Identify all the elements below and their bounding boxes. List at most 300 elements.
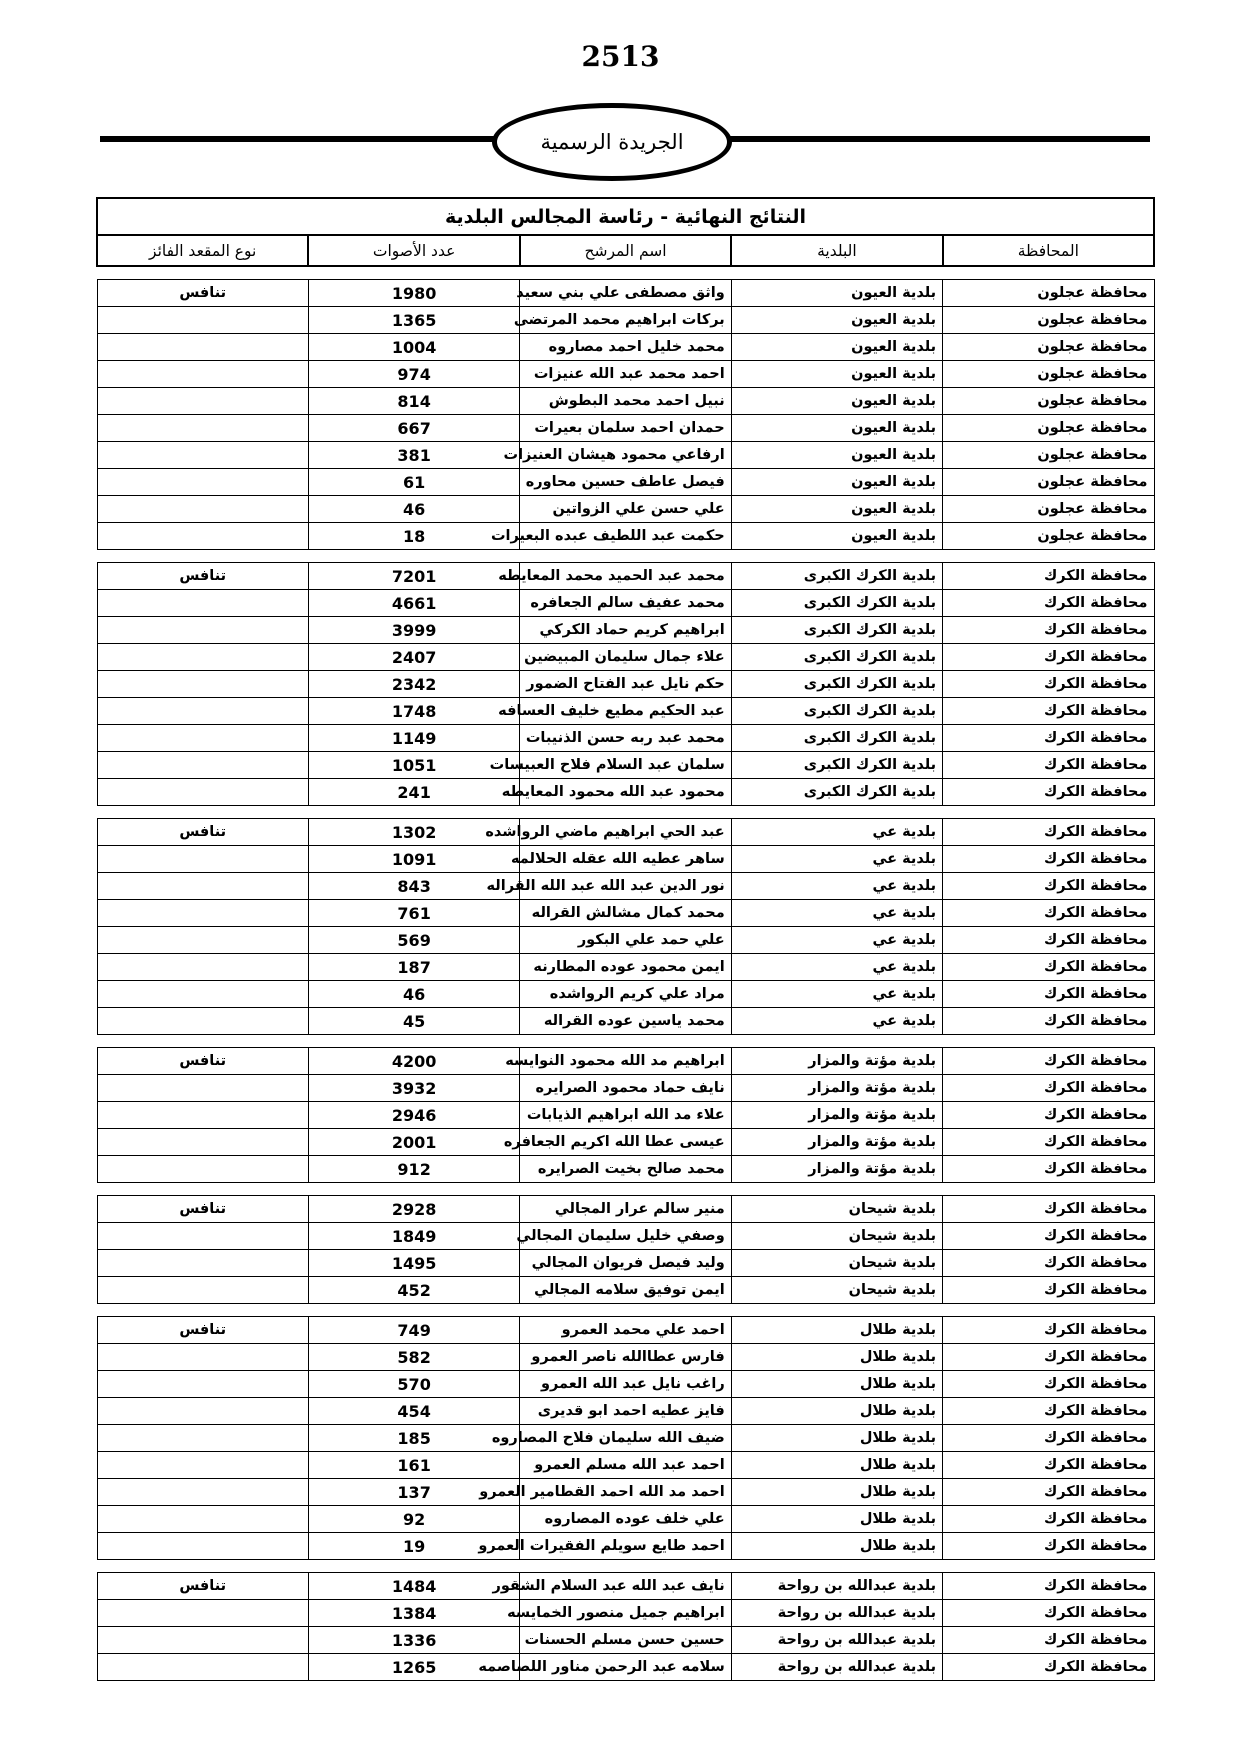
cell-seat-type: تنافس <box>97 1573 308 1600</box>
cell-governorate: محافظة عجلون <box>943 280 1154 307</box>
cell-votes: 1265 <box>308 1654 519 1681</box>
cell-candidate: ابراهيم كريم حماد الكركي <box>520 617 731 644</box>
cell-municipality: بلدية مؤتة والمزار <box>731 1129 942 1156</box>
group-separator <box>97 1304 1154 1317</box>
cell-municipality: بلدية شيحان <box>731 1196 942 1223</box>
cell-municipality: بلدية العيون <box>731 334 942 361</box>
cell-governorate: محافظة الكرك <box>943 1533 1154 1560</box>
cell-votes: 3932 <box>308 1075 519 1102</box>
cell-municipality: بلدية العيون <box>731 496 942 523</box>
cell-seat-type <box>97 496 308 523</box>
cell-governorate: محافظة الكرك <box>943 819 1154 846</box>
cell-votes: 45 <box>308 1008 519 1035</box>
table-title-row <box>97 198 1154 235</box>
cell-seat-type <box>97 442 308 469</box>
table-row <box>97 644 1154 671</box>
table-row <box>97 1129 1154 1156</box>
cell-candidate: احمد عبد الله مسلم العمرو <box>520 1452 731 1479</box>
cell-seat-type <box>97 1008 308 1035</box>
cell-governorate: محافظة الكرك <box>943 1008 1154 1035</box>
cell-candidate: عيسى عطا الله اكريم الجعافره <box>520 1129 731 1156</box>
cell-candidate: محمد خليل احمد مصاروه <box>520 334 731 361</box>
table-row <box>97 1600 1154 1627</box>
cell-seat-type <box>97 900 308 927</box>
cell-municipality: بلدية طلال <box>731 1425 942 1452</box>
cell-seat-type <box>97 415 308 442</box>
cell-municipality: بلدية الكرك الكبرى <box>731 590 942 617</box>
cell-governorate: محافظة الكرك <box>943 1277 1154 1304</box>
cell-municipality: بلدية العيون <box>731 469 942 496</box>
cell-governorate: محافظة الكرك <box>943 981 1154 1008</box>
cell-governorate: محافظة الكرك <box>943 671 1154 698</box>
cell-votes: 381 <box>308 442 519 469</box>
header-votes: عدد الأصوات <box>308 235 519 266</box>
cell-governorate: محافظة عجلون <box>943 307 1154 334</box>
cell-governorate: محافظة الكرك <box>943 563 1154 590</box>
cell-votes: 1495 <box>308 1250 519 1277</box>
group-separator <box>97 1183 1154 1196</box>
cell-governorate: محافظة الكرك <box>943 1075 1154 1102</box>
cell-seat-type <box>97 1371 308 1398</box>
cell-municipality: بلدية عي <box>731 873 942 900</box>
cell-governorate: محافظة عجلون <box>943 388 1154 415</box>
cell-municipality: بلدية مؤتة والمزار <box>731 1156 942 1183</box>
cell-votes: 2001 <box>308 1129 519 1156</box>
cell-votes: 749 <box>308 1317 519 1344</box>
cell-municipality: بلدية العيون <box>731 442 942 469</box>
group-separator <box>97 806 1154 819</box>
cell-seat-type: تنافس <box>97 563 308 590</box>
cell-seat-type <box>97 1600 308 1627</box>
cell-governorate: محافظة الكرك <box>943 1102 1154 1129</box>
cell-municipality: بلدية عي <box>731 846 942 873</box>
table-row <box>97 496 1154 523</box>
cell-municipality: بلدية عبدالله بن رواحة <box>731 1627 942 1654</box>
cell-votes: 46 <box>308 981 519 1008</box>
cell-votes: 241 <box>308 779 519 806</box>
table-row <box>97 698 1154 725</box>
cell-seat-type <box>97 1156 308 1183</box>
cell-governorate: محافظة عجلون <box>943 469 1154 496</box>
cell-governorate: محافظة الكرك <box>943 846 1154 873</box>
cell-municipality: بلدية طلال <box>731 1344 942 1371</box>
cell-votes: 974 <box>308 361 519 388</box>
cell-candidate: نبيل احمد محمد البطوش <box>520 388 731 415</box>
cell-votes: 2946 <box>308 1102 519 1129</box>
group-separator-cell <box>97 1560 1154 1573</box>
cell-votes: 1384 <box>308 1600 519 1627</box>
cell-seat-type <box>97 1506 308 1533</box>
header-candidate: اسم المرشح <box>520 235 731 266</box>
cell-municipality: بلدية الكرك الكبرى <box>731 617 942 644</box>
cell-votes: 1004 <box>308 334 519 361</box>
cell-municipality: بلدية طلال <box>731 1317 942 1344</box>
table-row <box>97 415 1154 442</box>
cell-candidate: واثق مصطفى علي بني سعيد <box>520 280 731 307</box>
cell-seat-type <box>97 981 308 1008</box>
cell-candidate: احمد طايع سويلم الفقيرات العمرو <box>520 1533 731 1560</box>
cell-votes: 814 <box>308 388 519 415</box>
cell-seat-type <box>97 1075 308 1102</box>
cell-municipality: بلدية الكرك الكبرى <box>731 563 942 590</box>
cell-governorate: محافظة الكرك <box>943 1048 1154 1075</box>
cell-governorate: محافظة الكرك <box>943 1250 1154 1277</box>
table-row <box>97 846 1154 873</box>
cell-candidate: ابراهيم مد الله محمود النوايسه <box>520 1048 731 1075</box>
cell-seat-type: تنافس <box>97 819 308 846</box>
cell-governorate: محافظة الكرك <box>943 1452 1154 1479</box>
cell-seat-type <box>97 1627 308 1654</box>
cell-candidate: وصفي خليل سليمان المجالي <box>520 1223 731 1250</box>
cell-seat-type <box>97 1277 308 1304</box>
cell-seat-type <box>97 334 308 361</box>
table-row <box>97 981 1154 1008</box>
cell-governorate: محافظة الكرك <box>943 779 1154 806</box>
table-row <box>97 1277 1154 1304</box>
table-row <box>97 1317 1154 1344</box>
cell-seat-type <box>97 361 308 388</box>
cell-municipality: بلدية شيحان <box>731 1223 942 1250</box>
table-row <box>97 1627 1154 1654</box>
cell-candidate: وليد فيصل فريوان المجالي <box>520 1250 731 1277</box>
cell-seat-type <box>97 671 308 698</box>
cell-seat-type: تنافس <box>97 1196 308 1223</box>
cell-candidate: منير سالم عرار المجالي <box>520 1196 731 1223</box>
cell-seat-type <box>97 523 308 550</box>
cell-votes: 2928 <box>308 1196 519 1223</box>
cell-governorate: محافظة الكرك <box>943 1654 1154 1681</box>
cell-seat-type <box>97 873 308 900</box>
cell-seat-type <box>97 617 308 644</box>
cell-votes: 667 <box>308 415 519 442</box>
cell-candidate: سلامه عبد الرحمن مناور اللصاصمه <box>520 1654 731 1681</box>
cell-candidate: محمد عفيف سالم الجعافره <box>520 590 731 617</box>
cell-municipality: بلدية عي <box>731 981 942 1008</box>
cell-candidate: بركات ابراهيم محمد المرتضى <box>520 307 731 334</box>
cell-municipality: بلدية العيون <box>731 361 942 388</box>
cell-seat-type <box>97 1223 308 1250</box>
cell-votes: 1149 <box>308 725 519 752</box>
cell-votes: 92 <box>308 1506 519 1533</box>
table-row <box>97 819 1154 846</box>
table-row <box>97 307 1154 334</box>
cell-candidate: ايمن توفيق سلامه المجالي <box>520 1277 731 1304</box>
cell-candidate: احمد علي محمد العمرو <box>520 1317 731 1344</box>
table-row <box>97 1479 1154 1506</box>
cell-votes: 2407 <box>308 644 519 671</box>
cell-seat-type: تنافس <box>97 1048 308 1075</box>
table-row <box>97 1250 1154 1277</box>
cell-votes: 1849 <box>308 1223 519 1250</box>
cell-municipality: بلدية عبدالله بن رواحة <box>731 1573 942 1600</box>
cell-candidate: حكم نايل عبد الفتاح الضمور <box>520 671 731 698</box>
cell-candidate: مراد علي كريم الرواشده <box>520 981 731 1008</box>
cell-candidate: عبد الحي ابراهيم ماضي الرواشده <box>520 819 731 846</box>
cell-votes: 1980 <box>308 280 519 307</box>
cell-municipality: بلدية العيون <box>731 307 942 334</box>
table-row <box>97 1223 1154 1250</box>
cell-votes: 454 <box>308 1398 519 1425</box>
cell-municipality: بلدية الكرك الكبرى <box>731 725 942 752</box>
table-row <box>97 388 1154 415</box>
cell-candidate: احمد مد الله احمد القطامير العمرو <box>520 1479 731 1506</box>
cell-candidate: محمد عبد الحميد محمد المعايطه <box>520 563 731 590</box>
cell-candidate: حمدان احمد سلمان بعيرات <box>520 415 731 442</box>
cell-governorate: محافظة الكرك <box>943 1627 1154 1654</box>
cell-municipality: بلدية شيحان <box>731 1277 942 1304</box>
table-row <box>97 725 1154 752</box>
cell-candidate: علي حمد علي البكور <box>520 927 731 954</box>
table-row <box>97 1156 1154 1183</box>
cell-votes: 4661 <box>308 590 519 617</box>
cell-municipality: بلدية العيون <box>731 388 942 415</box>
cell-votes: 1302 <box>308 819 519 846</box>
group-separator-cell <box>97 1035 1154 1048</box>
table-row <box>97 1425 1154 1452</box>
cell-seat-type <box>97 469 308 496</box>
cell-seat-type <box>97 954 308 981</box>
cell-candidate: ايمن محمود عوده المطارنه <box>520 954 731 981</box>
cell-candidate: علي خلف عوده المصاروه <box>520 1506 731 1533</box>
cell-votes: 1051 <box>308 752 519 779</box>
cell-votes: 18 <box>308 523 519 550</box>
table-row <box>97 1506 1154 1533</box>
cell-seat-type <box>97 644 308 671</box>
table-row <box>97 873 1154 900</box>
cell-votes: 912 <box>308 1156 519 1183</box>
group-separator <box>97 266 1154 280</box>
cell-governorate: محافظة الكرك <box>943 1196 1154 1223</box>
header-governorate: المحافظة <box>943 235 1154 266</box>
cell-votes: 452 <box>308 1277 519 1304</box>
cell-candidate: فايز عطيه احمد ابو قديرى <box>520 1398 731 1425</box>
cell-votes: 1748 <box>308 698 519 725</box>
cell-candidate: فارس عطاالله ناصر العمرو <box>520 1344 731 1371</box>
cell-candidate: علاء مد الله ابراهيم الذيابات <box>520 1102 731 1129</box>
cell-municipality: بلدية مؤتة والمزار <box>731 1048 942 1075</box>
cell-governorate: محافظة الكرك <box>943 1425 1154 1452</box>
cell-governorate: محافظة الكرك <box>943 900 1154 927</box>
gazette-emblem <box>492 103 732 181</box>
cell-candidate: سلمان عبد السلام فلاح العبيسات <box>520 752 731 779</box>
header-municipality: البلدية <box>731 235 942 266</box>
table-row <box>97 671 1154 698</box>
cell-candidate: احمد محمد عبد الله عنيزات <box>520 361 731 388</box>
table-row <box>97 1196 1154 1223</box>
cell-candidate: ابراهيم جميل منصور الخمايسه <box>520 1600 731 1627</box>
cell-seat-type: تنافس <box>97 1317 308 1344</box>
cell-governorate: محافظة الكرك <box>943 1317 1154 1344</box>
cell-candidate: محمد عبد ربه حسن الذنيبات <box>520 725 731 752</box>
cell-seat-type <box>97 1102 308 1129</box>
results-table-container <box>96 197 1155 1681</box>
cell-seat-type <box>97 1344 308 1371</box>
cell-municipality: بلدية مؤتة والمزار <box>731 1102 942 1129</box>
table-row <box>97 523 1154 550</box>
cell-governorate: محافظة الكرك <box>943 1223 1154 1250</box>
cell-candidate: علي حسن علي الزواتين <box>520 496 731 523</box>
cell-municipality: بلدية طلال <box>731 1533 942 1560</box>
cell-municipality: بلدية الكرك الكبرى <box>731 752 942 779</box>
cell-seat-type <box>97 1129 308 1156</box>
table-header-row <box>97 235 1154 266</box>
cell-municipality: بلدية الكرك الكبرى <box>731 698 942 725</box>
cell-votes: 7201 <box>308 563 519 590</box>
cell-votes: 19 <box>308 1533 519 1560</box>
cell-candidate: راغب نايل عبد الله العمرو <box>520 1371 731 1398</box>
table-row <box>97 1075 1154 1102</box>
cell-governorate: محافظة الكرك <box>943 1156 1154 1183</box>
cell-governorate: محافظة الكرك <box>943 725 1154 752</box>
cell-votes: 187 <box>308 954 519 981</box>
cell-votes: 570 <box>308 1371 519 1398</box>
cell-governorate: محافظة الكرك <box>943 873 1154 900</box>
cell-municipality: بلدية عي <box>731 900 942 927</box>
table-row <box>97 954 1154 981</box>
header-seat-type: نوع المقعد الفائز <box>97 235 308 266</box>
cell-seat-type <box>97 1479 308 1506</box>
cell-municipality: بلدية شيحان <box>731 1250 942 1277</box>
cell-municipality: بلدية عي <box>731 1008 942 1035</box>
cell-candidate: عبد الحكيم مطيع خليف العسافه <box>520 698 731 725</box>
cell-municipality: بلدية العيون <box>731 415 942 442</box>
cell-governorate: محافظة الكرك <box>943 644 1154 671</box>
table-row <box>97 1533 1154 1560</box>
page-number: 2513 <box>581 40 660 73</box>
cell-candidate: محمد صالح بخيت الصرايره <box>520 1156 731 1183</box>
cell-seat-type <box>97 1533 308 1560</box>
table-row <box>97 1371 1154 1398</box>
cell-candidate: نايف عبد الله عبد السلام الشقور <box>520 1573 731 1600</box>
group-separator-cell <box>97 1183 1154 1196</box>
cell-candidate: ارفاعي محمود هيشان العنيزات <box>520 442 731 469</box>
table-row <box>97 927 1154 954</box>
cell-seat-type <box>97 725 308 752</box>
cell-governorate: محافظة الكرك <box>943 1371 1154 1398</box>
cell-seat-type <box>97 779 308 806</box>
cell-candidate: حسين حسن مسلم الحسنات <box>520 1627 731 1654</box>
cell-seat-type <box>97 590 308 617</box>
cell-governorate: محافظة عجلون <box>943 496 1154 523</box>
cell-governorate: محافظة عجلون <box>943 523 1154 550</box>
cell-votes: 1091 <box>308 846 519 873</box>
cell-votes: 3999 <box>308 617 519 644</box>
table-row <box>97 752 1154 779</box>
cell-municipality: بلدية عي <box>731 954 942 981</box>
cell-municipality: بلدية طلال <box>731 1479 942 1506</box>
cell-seat-type <box>97 752 308 779</box>
cell-municipality: بلدية طلال <box>731 1398 942 1425</box>
group-separator-cell <box>97 806 1154 819</box>
cell-votes: 761 <box>308 900 519 927</box>
cell-seat-type <box>97 927 308 954</box>
cell-governorate: محافظة الكرك <box>943 1506 1154 1533</box>
cell-candidate: محمود عبد الله محمود المعايطه <box>520 779 731 806</box>
cell-governorate: محافظة الكرك <box>943 1479 1154 1506</box>
cell-seat-type <box>97 388 308 415</box>
cell-municipality: بلدية طلال <box>731 1371 942 1398</box>
cell-municipality: بلدية العيون <box>731 523 942 550</box>
table-row <box>97 469 1154 496</box>
group-separator <box>97 1035 1154 1048</box>
cell-governorate: محافظة الكرك <box>943 752 1154 779</box>
cell-governorate: محافظة الكرك <box>943 617 1154 644</box>
cell-municipality: بلدية عي <box>731 927 942 954</box>
cell-municipality: بلدية طلال <box>731 1506 942 1533</box>
cell-votes: 1365 <box>308 307 519 334</box>
cell-municipality: بلدية عبدالله بن رواحة <box>731 1654 942 1681</box>
cell-votes: 1484 <box>308 1573 519 1600</box>
results-table <box>96 197 1155 1681</box>
cell-governorate: محافظة الكرك <box>943 1573 1154 1600</box>
cell-votes: 582 <box>308 1344 519 1371</box>
table-row <box>97 1344 1154 1371</box>
table-row <box>97 361 1154 388</box>
cell-candidate: ضيف الله سليمان فلاح المصاروه <box>520 1425 731 1452</box>
cell-municipality: بلدية الكرك الكبرى <box>731 671 942 698</box>
table-row <box>97 1048 1154 1075</box>
cell-municipality: بلدية طلال <box>731 1452 942 1479</box>
cell-municipality: بلدية مؤتة والمزار <box>731 1075 942 1102</box>
cell-municipality: بلدية الكرك الكبرى <box>731 779 942 806</box>
cell-governorate: محافظة عجلون <box>943 415 1154 442</box>
cell-governorate: محافظة الكرك <box>943 1600 1154 1627</box>
cell-municipality: بلدية عبدالله بن رواحة <box>731 1600 942 1627</box>
cell-governorate: محافظة عجلون <box>943 334 1154 361</box>
cell-votes: 46 <box>308 496 519 523</box>
cell-votes: 1336 <box>308 1627 519 1654</box>
cell-seat-type: تنافس <box>97 280 308 307</box>
table-row <box>97 617 1154 644</box>
cell-votes: 843 <box>308 873 519 900</box>
cell-governorate: محافظة عجلون <box>943 361 1154 388</box>
group-separator-cell <box>97 1304 1154 1317</box>
cell-seat-type <box>97 698 308 725</box>
cell-candidate: حكمت عبد اللطيف عبده البعيرات <box>520 523 731 550</box>
cell-seat-type <box>97 1398 308 1425</box>
cell-candidate: علاء جمال سليمان المبيضين <box>520 644 731 671</box>
cell-votes: 137 <box>308 1479 519 1506</box>
cell-votes: 4200 <box>308 1048 519 1075</box>
cell-candidate: نور الدين عبد الله عبد الله القراله <box>520 873 731 900</box>
cell-seat-type <box>97 307 308 334</box>
table-row <box>97 563 1154 590</box>
table-row <box>97 900 1154 927</box>
cell-governorate: محافظة الكرك <box>943 1129 1154 1156</box>
table-row <box>97 1573 1154 1600</box>
table-row <box>97 1452 1154 1479</box>
cell-candidate: محمد ياسين عوده القراله <box>520 1008 731 1035</box>
cell-municipality: بلدية عي <box>731 819 942 846</box>
cell-candidate: فيصل عاطف حسين محاوره <box>520 469 731 496</box>
gazette-title: الجريدة الرسمية <box>540 130 684 154</box>
cell-governorate: محافظة الكرك <box>943 954 1154 981</box>
cell-governorate: محافظة الكرك <box>943 1398 1154 1425</box>
cell-votes: 569 <box>308 927 519 954</box>
table-title: النتائج النهائية - رئاسة المجالس البلدية <box>97 198 1154 235</box>
cell-seat-type <box>97 846 308 873</box>
table-row <box>97 779 1154 806</box>
cell-governorate: محافظة الكرك <box>943 1344 1154 1371</box>
cell-seat-type <box>97 1425 308 1452</box>
cell-votes: 61 <box>308 469 519 496</box>
cell-votes: 161 <box>308 1452 519 1479</box>
table-row <box>97 442 1154 469</box>
cell-candidate: ساهر عطيه الله عقله الحلالمه <box>520 846 731 873</box>
table-row <box>97 1102 1154 1129</box>
cell-candidate: نايف حماد محمود الصرايره <box>520 1075 731 1102</box>
table-row <box>97 590 1154 617</box>
